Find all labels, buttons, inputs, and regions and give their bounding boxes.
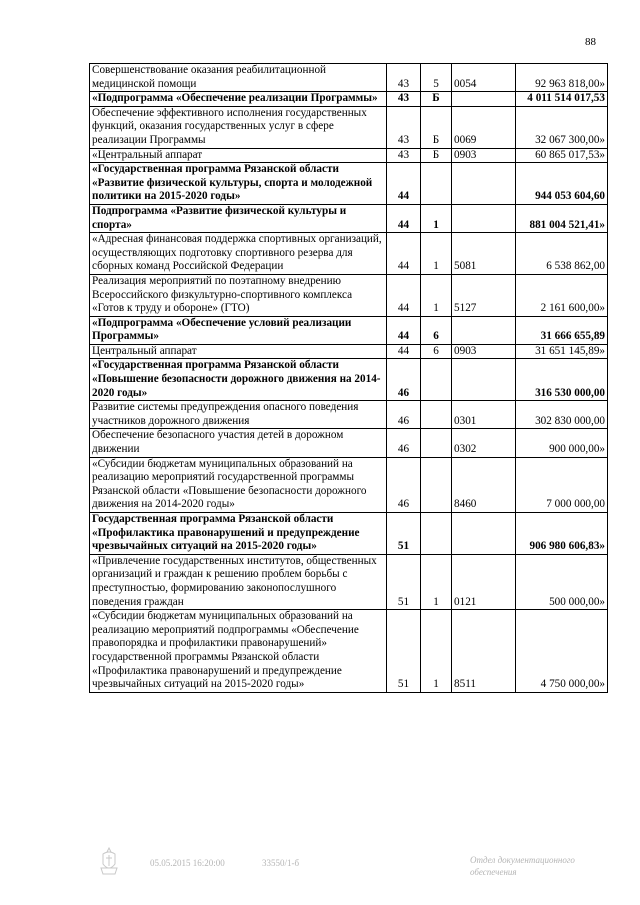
- table-row: [90, 163, 608, 205]
- row-name-cell: Совершенствование оказания реабилитационной медицинской помощи: [90, 64, 387, 92]
- row-amount-cell: 944 053 604,60: [516, 163, 608, 205]
- row-name-cell: «Субсидии бюджетам муниципальных образований на реализацию мероприятий государственной программы Рязанской области «Повышение безопасности дорожного движения на 2014-2020 годы»: [90, 457, 387, 512]
- row-code-2-cell: 6: [421, 316, 452, 344]
- row-name-cell: «Государственная программа Рязанской области «Повышение безопасности дорожного движения на 2014-2020 годы»: [90, 359, 387, 401]
- table-row: [90, 204, 608, 232]
- row-code-2-cell: Б: [421, 92, 452, 107]
- table-row: [90, 344, 608, 359]
- row-code-3-cell: [452, 204, 516, 232]
- row-code-2-cell: 1: [421, 554, 452, 609]
- table-row: [90, 610, 608, 693]
- row-code-3-cell: 0121: [452, 554, 516, 609]
- row-amount-cell: 31 666 655,89: [516, 316, 608, 344]
- row-name-cell: «Привлечение государственных институтов, общественных организаций и граждан к решению проблем борьбы с преступностью, формированию законопослушного поведения граждан: [90, 554, 387, 609]
- row-name-cell: «Субсидии бюджетам муниципальных образований на реализацию мероприятий подпрограммы «Обеспечение правопорядка и профилактики правонарушений» государственной программы Рязанской области «Профилактика правонарушений и предупреждение чрезвычайных ситуаций на 2015-2020 годы»: [90, 610, 387, 693]
- row-amount-cell: 316 530 000,00: [516, 359, 608, 401]
- row-code-3-cell: [452, 359, 516, 401]
- row-code-3-cell: 8460: [452, 457, 516, 512]
- table-row: [90, 513, 608, 555]
- budget-table: [89, 63, 608, 693]
- row-code-1-cell: 44: [387, 163, 421, 205]
- row-amount-cell: 2 161 600,00»: [516, 274, 608, 316]
- row-code-3-cell: 0903: [452, 344, 516, 359]
- watermark-stamp: Отдел документационного обеспечения: [470, 855, 575, 877]
- row-amount-cell: 32 067 300,00»: [516, 106, 608, 148]
- row-code-1-cell: 46: [387, 401, 421, 429]
- row-code-3-cell: [452, 92, 516, 107]
- table-row: [90, 106, 608, 148]
- row-code-1-cell: 46: [387, 457, 421, 512]
- row-code-1-cell: 51: [387, 554, 421, 609]
- row-code-2-cell: Б: [421, 106, 452, 148]
- row-code-2-cell: [421, 429, 452, 457]
- row-code-1-cell: 46: [387, 429, 421, 457]
- row-code-1-cell: 44: [387, 204, 421, 232]
- row-code-2-cell: [421, 163, 452, 205]
- row-code-2-cell: 1: [421, 274, 452, 316]
- row-code-1-cell: 43: [387, 148, 421, 163]
- row-code-2-cell: [421, 457, 452, 512]
- row-code-3-cell: 0069: [452, 106, 516, 148]
- table-row: [90, 64, 608, 92]
- table-row: [90, 401, 608, 429]
- row-amount-cell: 302 830 000,00: [516, 401, 608, 429]
- row-amount-cell: 4 011 514 017,53: [516, 92, 608, 107]
- table-row: [90, 457, 608, 512]
- row-amount-cell: 906 980 606,83»: [516, 513, 608, 555]
- row-name-cell: «Адресная финансовая поддержка спортивных организаций, осуществляющих подготовку спортивного резерва для сборных команд Российской Федерации: [90, 233, 387, 275]
- row-code-3-cell: 5081: [452, 233, 516, 275]
- table-row: [90, 429, 608, 457]
- row-amount-cell: 7 000 000,00: [516, 457, 608, 512]
- page-number: 88: [585, 36, 596, 48]
- row-name-cell: «Подпрограмма «Обеспечение условий реализации Программы»: [90, 316, 387, 344]
- row-name-cell: Государственная программа Рязанской области «Профилактика правонарушений и предупреждение чрезвычайных ситуаций на 2015-2020 годы»: [90, 513, 387, 555]
- coat-of-arms-icon: [98, 846, 120, 876]
- row-code-1-cell: 51: [387, 513, 421, 555]
- row-code-1-cell: 44: [387, 316, 421, 344]
- row-amount-cell: 6 538 862,00: [516, 233, 608, 275]
- row-code-3-cell: 0302: [452, 429, 516, 457]
- row-code-3-cell: 0301: [452, 401, 516, 429]
- row-amount-cell: 900 000,00»: [516, 429, 608, 457]
- table-row: [90, 316, 608, 344]
- row-code-1-cell: 44: [387, 344, 421, 359]
- row-code-2-cell: [421, 359, 452, 401]
- row-code-1-cell: 43: [387, 92, 421, 107]
- row-name-cell: Развитие системы предупреждения опасного поведения участников дорожного движения: [90, 401, 387, 429]
- row-code-2-cell: 1: [421, 233, 452, 275]
- row-code-3-cell: 8511: [452, 610, 516, 693]
- row-code-1-cell: 51: [387, 610, 421, 693]
- row-amount-cell: 31 651 145,89»: [516, 344, 608, 359]
- row-code-2-cell: 5: [421, 64, 452, 92]
- row-code-3-cell: [452, 513, 516, 555]
- row-code-1-cell: 43: [387, 106, 421, 148]
- row-amount-cell: 4 750 000,00»: [516, 610, 608, 693]
- row-name-cell: «Центральный аппарат: [90, 148, 387, 163]
- row-code-1-cell: 44: [387, 233, 421, 275]
- row-name-cell: Центральный аппарат: [90, 344, 387, 359]
- row-name-cell: Обеспечение безопасного участия детей в дорожном движении: [90, 429, 387, 457]
- row-code-2-cell: [421, 513, 452, 555]
- footer-date: 05.05.2015 16:20:00: [150, 858, 225, 868]
- row-amount-cell: 881 004 521,41»: [516, 204, 608, 232]
- footer-doc-number: 33550/1-б: [262, 858, 300, 868]
- row-code-2-cell: 1: [421, 204, 452, 232]
- row-name-cell: Реализация мероприятий по поэтапному внедрению Всероссийского физкультурно-спортивного комплекса «Готов к труду и обороне» (ГТО): [90, 274, 387, 316]
- row-code-2-cell: 1: [421, 610, 452, 693]
- budget-table-body: [90, 64, 608, 693]
- row-amount-cell: 500 000,00»: [516, 554, 608, 609]
- table-row: [90, 554, 608, 609]
- row-amount-cell: 92 963 818,00»: [516, 64, 608, 92]
- page-footer: [0, 852, 640, 892]
- table-row: [90, 274, 608, 316]
- row-code-3-cell: [452, 316, 516, 344]
- row-code-2-cell: [421, 401, 452, 429]
- table-row: [90, 92, 608, 107]
- row-code-2-cell: 6: [421, 344, 452, 359]
- row-name-cell: «Государственная программа Рязанской области «Развитие физической культуры, спорта и молодежной политики на 2015-2020 годы»: [90, 163, 387, 205]
- row-code-3-cell: 0054: [452, 64, 516, 92]
- row-code-1-cell: 43: [387, 64, 421, 92]
- table-row: [90, 359, 608, 401]
- row-code-2-cell: Б: [421, 148, 452, 163]
- row-name-cell: «Подпрограмма «Обеспечение реализации Программы»: [90, 92, 387, 107]
- row-code-1-cell: 44: [387, 274, 421, 316]
- row-code-3-cell: 5127: [452, 274, 516, 316]
- row-code-3-cell: [452, 163, 516, 205]
- row-code-1-cell: 46: [387, 359, 421, 401]
- row-name-cell: Обеспечение эффективного исполнения государственных функций, оказания государственных услуг в сфере реализации Программы: [90, 106, 387, 148]
- row-name-cell: Подпрограмма «Развитие физической культуры и спорта»: [90, 204, 387, 232]
- table-row: [90, 148, 608, 163]
- row-code-3-cell: 0903: [452, 148, 516, 163]
- table-row: [90, 233, 608, 275]
- row-amount-cell: 60 865 017,53»: [516, 148, 608, 163]
